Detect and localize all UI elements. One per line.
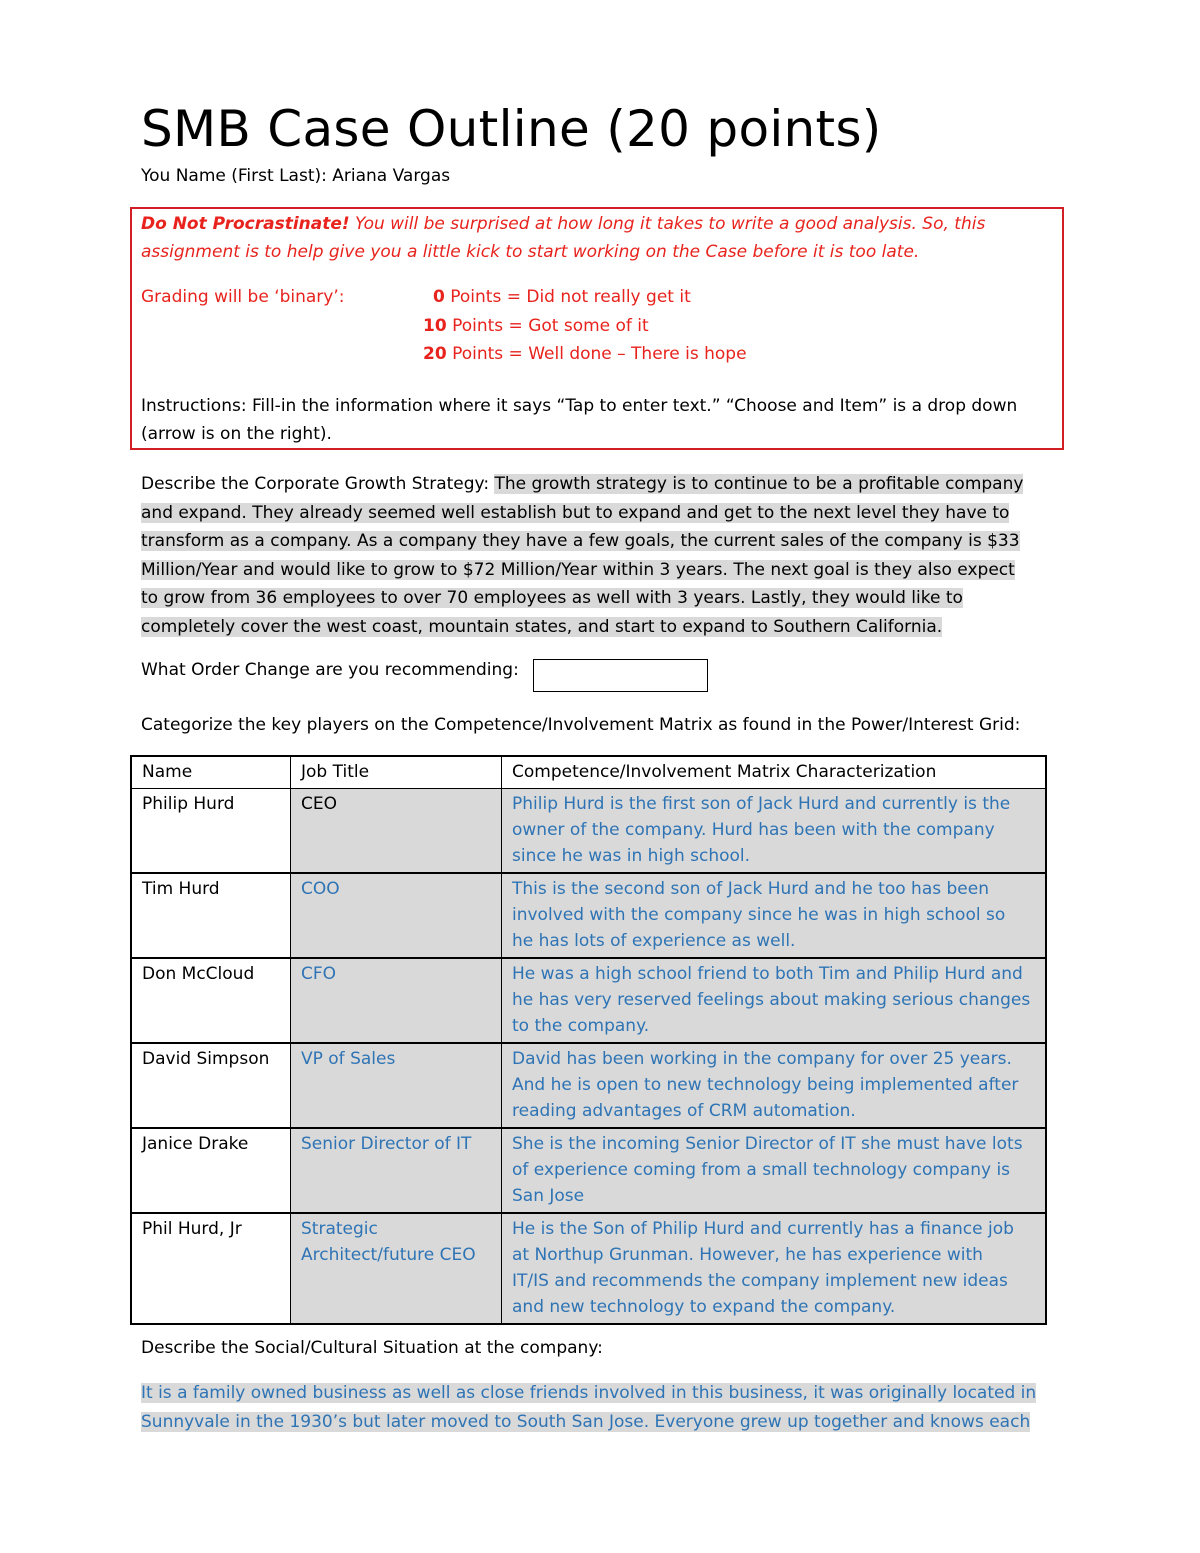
characterization-line: He is the Son of Philip Hurd and currently has a finance job (512, 1219, 1014, 1239)
characterization-line: owner of the company. Hurd has been with the company (512, 820, 995, 840)
notice-rest: You will be surprised at how long it takes to write a good analysis. So, this (349, 214, 986, 234)
notice-line-2: assignment is to help give you a little kick to start working on the Case before it is too late. (141, 242, 920, 262)
notice-bold: Do Not Procrastinate! (141, 214, 350, 234)
header-job-title: Job Title (291, 756, 502, 789)
notice-line-1 (141, 214, 985, 234)
grading-item-20: 20 Points = Well done – There is hope (423, 344, 747, 364)
page-title: SMB Case Outline (20 points) (141, 100, 882, 158)
characterization-line: of experience coming from a small technology company is (512, 1160, 1011, 1180)
characterization-line: And he is open to new technology being implemented after (512, 1075, 1019, 1095)
player-characterization[interactable] (502, 958, 1047, 1043)
characterization-line: to the company. (512, 1016, 650, 1036)
player-characterization[interactable] (502, 873, 1047, 958)
characterization-line: This is the second son of Jack Hurd and he too has been (512, 879, 989, 899)
characterization-line: David has been working in the company for over 25 years. (512, 1049, 1012, 1069)
player-name: Tim Hurd (131, 873, 291, 958)
order-change-input[interactable] (533, 659, 708, 692)
growth-line[interactable]: completely cover the west coast, mountain states, and start to expand to Southern California. (141, 616, 943, 637)
player-job-title[interactable]: CEO (291, 789, 502, 874)
table-row (131, 958, 1046, 1043)
player-characterization[interactable] (502, 1128, 1047, 1213)
header-name: Name (131, 756, 291, 789)
player-job-title[interactable]: COO (291, 873, 502, 958)
table-row (131, 873, 1046, 958)
player-characterization[interactable] (502, 1213, 1047, 1324)
growth-line[interactable]: transform as a company. As a company they have a few goals, the current sales of the company is $33 (141, 531, 1020, 551)
growth-line[interactable]: Million/Year and would like to grow to $72 Million/Year within 3 years. The next goal is they also expect (141, 559, 1015, 580)
player-job-title[interactable]: CFO (291, 958, 502, 1043)
player-name: David Simpson (131, 1043, 291, 1128)
growth-line[interactable]: The growth strategy is to continue to be a profitable company (494, 474, 1024, 494)
player-characterization[interactable] (502, 789, 1047, 874)
table-row (131, 1128, 1046, 1213)
categorize-label: Categorize the key players on the Competence/Involvement Matrix as found in the Power/Interest Grid: (141, 715, 1021, 735)
characterization-line: He was a high school friend to both Tim and Philip Hurd and (512, 964, 1023, 984)
table-row (131, 1213, 1046, 1324)
player-characterization[interactable] (502, 1043, 1047, 1128)
characterization-line: reading advantages of CRM automation. (512, 1101, 856, 1121)
characterization-line: since he was in high school. (512, 846, 751, 866)
characterization-line: at Northup Grunman. However, he has experience with (512, 1245, 983, 1265)
player-name: Philip Hurd (131, 789, 291, 874)
grading-item-0: 0 Points = Did not really get it (433, 287, 691, 307)
social-text (141, 1379, 1036, 1436)
player-name: Don McCloud (131, 958, 291, 1043)
grading-label: Grading will be ‘binary’: (141, 287, 345, 307)
growth-line[interactable]: and expand. They already seemed well establish but to expand and get to the next level they have to (141, 502, 1010, 523)
instructions-line-2: (arrow is on the right). (141, 424, 332, 444)
table-header-row (131, 756, 1046, 789)
student-name-line: You Name (First Last): Ariana Vargas (141, 166, 451, 186)
grading-item-10: 10 Points = Got some of it (423, 316, 649, 336)
player-name: Phil Hurd, Jr (131, 1213, 291, 1324)
table-row (131, 1043, 1046, 1128)
characterization-line: and new technology to expand the company. (512, 1297, 896, 1317)
table-row (131, 789, 1046, 874)
key-players-table (130, 755, 1047, 1325)
growth-strategy (141, 470, 1023, 641)
characterization-line: She is the incoming Senior Director of IT she must have lots (512, 1134, 1023, 1154)
characterization-line: San Jose (512, 1186, 585, 1206)
characterization-line: Philip Hurd is the first son of Jack Hurd and currently is the (512, 794, 1011, 814)
header-characterization: Competence/Involvement Matrix Characterization (502, 756, 1047, 789)
characterization-line: he has very reserved feelings about making serious changes (512, 990, 1031, 1010)
player-job-title[interactable]: Strategic Architect/future CEO (291, 1213, 502, 1324)
player-name: Janice Drake (131, 1128, 291, 1213)
player-job-title[interactable]: Senior Director of IT (291, 1128, 502, 1213)
characterization-line: involved with the company since he was in high school so (512, 905, 1006, 925)
growth-label: Describe the Corporate Growth Strategy: (141, 474, 495, 494)
growth-line[interactable]: to grow from 36 employees to over 70 employees as well with 3 years. Lastly, they would like to (141, 588, 963, 608)
instructions-line-1: Instructions: Fill-in the information where it says “Tap to enter text.” “Choose and Item” is a drop down (141, 396, 1018, 416)
social-label: Describe the Social/Cultural Situation at the company: (141, 1338, 603, 1358)
characterization-line: IT/IS and recommends the company implement new ideas (512, 1271, 1008, 1291)
order-change-label: What Order Change are you recommending: (141, 660, 519, 680)
characterization-line: he has lots of experience as well. (512, 931, 796, 951)
player-job-title[interactable]: VP of Sales (291, 1043, 502, 1128)
social-line[interactable]: It is a family owned business as well as close friends involved in this business, it was originally located in (141, 1383, 1037, 1403)
social-line[interactable]: Sunnyvale in the 1930’s but later moved to South San Jose. Everyone grew up together and knows each (141, 1411, 1031, 1432)
